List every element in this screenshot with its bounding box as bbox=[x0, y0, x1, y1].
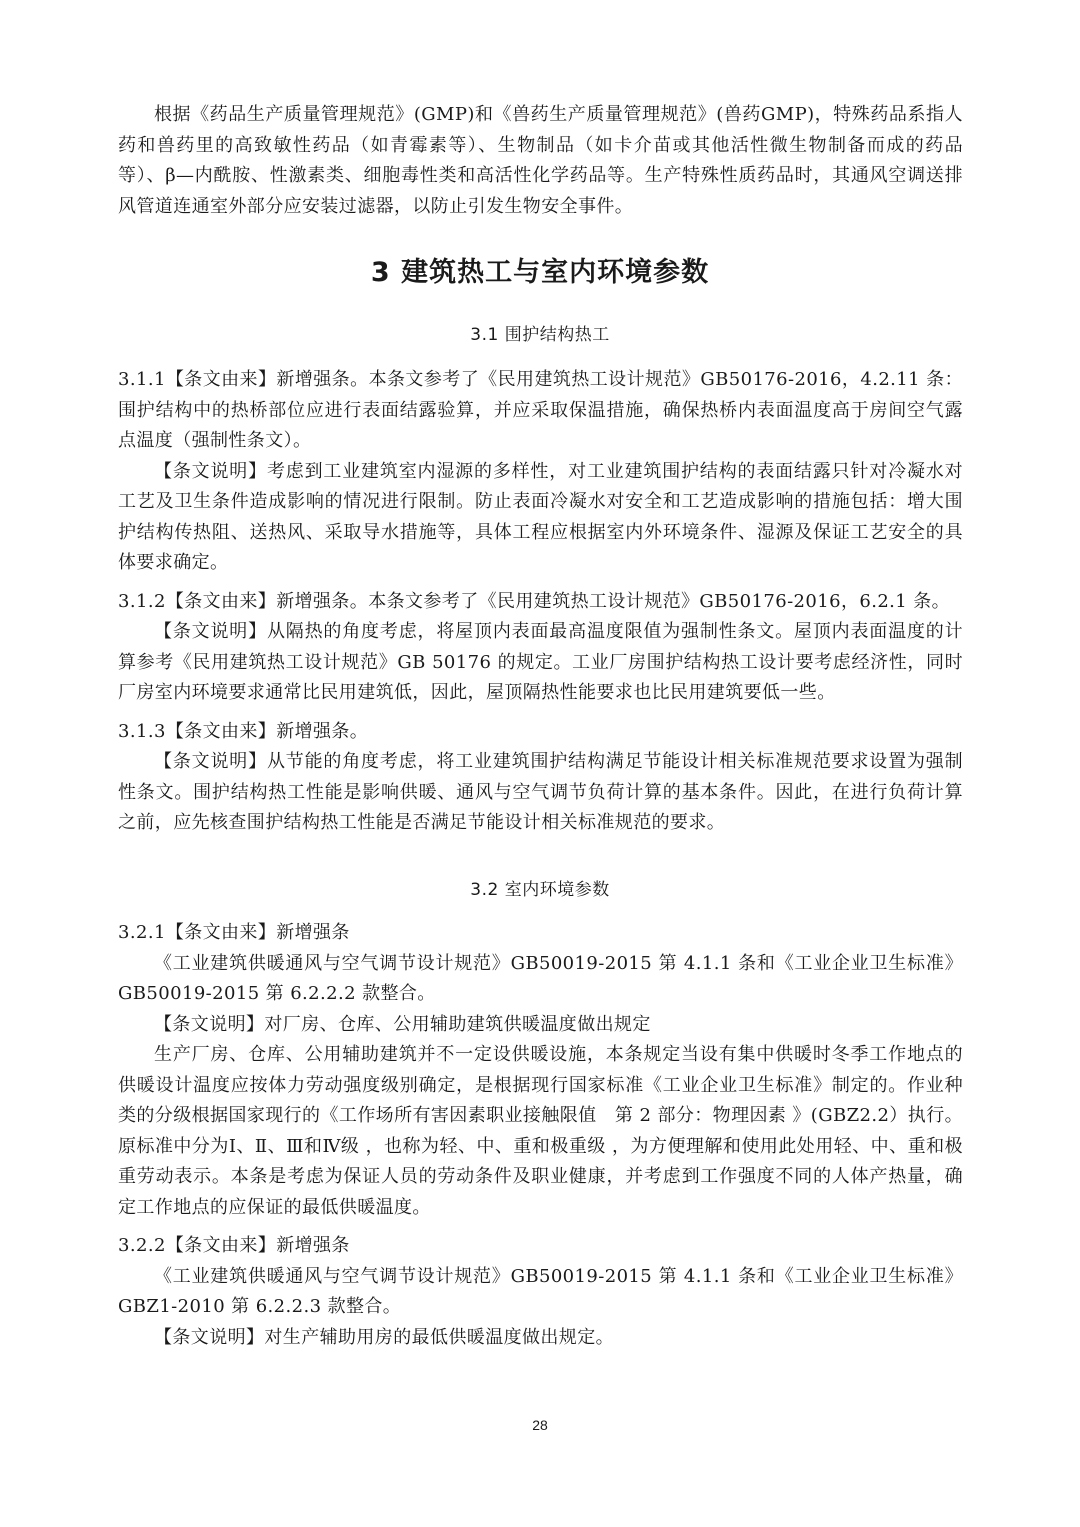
clause-origin-3-2-1: 3.2.1【条文由来】新增强条 bbox=[118, 922, 350, 943]
chapter-title: 3 建筑热工与室内环境参数 bbox=[370, 257, 710, 288]
clause-origin-3-1-1: 3.1.1【条文由来】新增强条。本条文参考了《民用建筑热工设计规范》GB50176-2016，4.2.11 条：围护结构中的热桥部位应进行表面结露验算，并应采取保温措施，确保热桥内表面温度高于房间空气露点温度（强制性条文）。 bbox=[118, 369, 963, 451]
clause-origin-3-1-3: 3.1.3【条文由来】新增强条。 bbox=[118, 720, 369, 742]
intro-paragraph-block bbox=[118, 100, 963, 222]
clause-explanation-3-1-1: 【条文说明】考虑到工业建筑室内湿源的多样性，对工业建筑围护结构的表面结露只针对冷凝水对工艺及卫生条件造成影响的情况进行限制。防止表面冷凝水对安全和工艺造成影响的措施包括：增大围护结构传热阻、送热风、采取导水措施等，具体工程应根据室内外环境条件、湿源及保证工艺安全的具体要求确定。 bbox=[118, 460, 963, 573]
clause-reference-3-2-2: 《工业建筑供暖通风与空气调节设计规范》GB50019-2015 第 4.1.1 条和《工业企业卫生标准》GBZ1-2010 第 6.2.2.3 款整合。 bbox=[118, 1265, 963, 1317]
section-title-3-2: 3.2 室内环境参数 bbox=[470, 880, 610, 900]
clause-reference-3-2-1: 《工业建筑供暖通风与空气调节设计规范》GB50019-2015 第 4.1.1 条和《工业企业卫生标准》GB50019-2015 第 6.2.2.2 款整合。 bbox=[118, 952, 963, 1004]
clause-detail-3-2-1: 生产厂房、仓库、公用辅助建筑并不一定设供暖设施，本条规定当设有集中供暖时冬季工作地点的供暖设计温度应按体力劳动强度级别确定，是根据现行国家标准《工业企业卫生标准》制定的。作业种类的分级根据国家现行的《工作场所有害因素职业接触限值 第 2 部分：物理因素 》(GBZ2.2）执行。原标准中分为Ⅰ、Ⅱ、Ⅲ和Ⅳ级 ，也称为轻、中、重和极重级 ，为方便理解和使用此处用轻、中、重和极重劳动表示。本条是考虑为保证人员的劳动条件及职业健康，并考虑到工作强度不同的人体产热量，确定工作地点的应保证的最低供暖温度。 bbox=[118, 1044, 963, 1218]
clause-explanation-3-2-1: 【条文说明】对厂房、仓库、公用辅助建筑供暖温度做出规定 bbox=[154, 1013, 651, 1035]
intro-paragraph: 根据《药品生产质量管理规范》(GMP)和《兽药生产质量管理规范》(兽药GMP)，特殊药品系指人药和兽药里的高致敏性药品（如青霉素等）、生物制品（如卡介苗或其他活性微生物制备而成的药品等）、β—内酰胺、性激素类、细胞毒性类和高活性化学药品等。生产特殊性质药品时，其通风空调送排风管道连通室外部分应安装过滤器，以防止引发生物安全事件。 bbox=[118, 104, 963, 217]
clause-explanation-3-2-2: 【条文说明】对生产辅助用房的最低供暖温度做出规定。 bbox=[154, 1326, 614, 1348]
section-3-2-content bbox=[118, 918, 963, 1353]
clause-origin-3-2-2: 3.2.2【条文由来】新增强条 bbox=[118, 1235, 350, 1256]
clause-origin-3-1-2: 3.1.2【条文由来】新增强条。本条文参考了《民用建筑热工设计规范》GB50176-2016，6.2.1 条。 bbox=[118, 590, 951, 612]
section-3-1-content bbox=[118, 365, 963, 839]
clause-explanation-3-1-3: 【条文说明】从节能的角度考虑，将工业建筑围护结构满足节能设计相关标准规范要求设置为强制性条文。围护结构热工性能是影响供暖、通风与空气调节负荷计算的基本条件。因此，在进行负荷计算之前，应先核查围护结构热工性能是否满足节能设计相关标准规范的要求。 bbox=[118, 751, 963, 833]
section-title-3-1: 3.1 围护结构热工 bbox=[470, 325, 610, 345]
page-number: 28 bbox=[532, 1417, 548, 1433]
clause-explanation-3-1-2: 【条文说明】从隔热的角度考虑，将屋顶内表面最高温度限值为强制性条文。屋顶内表面温度的计算参考《民用建筑热工设计规范》GB 50176 的规定。工业厂房围护结构热工设计要考虑经济性，同时厂房室内环境要求通常比民用建筑低，因此，屋顶隔热性能要求也比民用建筑要低一些。 bbox=[118, 621, 963, 703]
